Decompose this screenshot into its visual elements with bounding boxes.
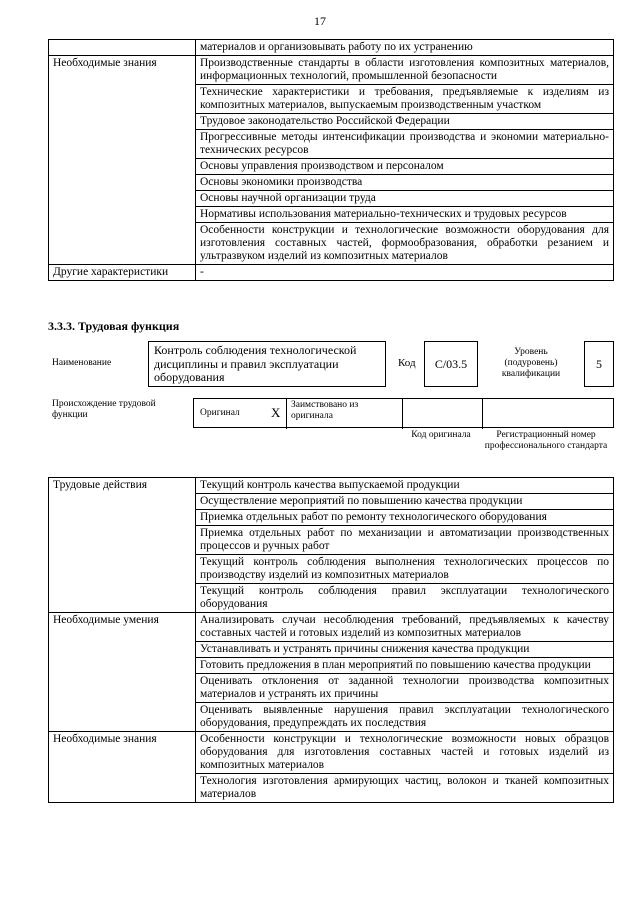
row-text: Устанавливать и устранять причины снижения качества продукции	[196, 642, 614, 658]
function-code-value: C/03.5	[434, 356, 468, 371]
row-text: материалов и организовывать работу по их устранению	[196, 40, 614, 56]
code-original-label: Код оригинала	[411, 430, 471, 440]
row-text: Особенности конструкции и технологические возможности оборудования для изготовления составных частей, формообразования, обработки резанием и ультразвуком изделий из композитных материалов	[196, 223, 614, 265]
row-label-other-characteristics: Другие характеристики	[49, 265, 196, 281]
original-label: Оригинал	[200, 408, 240, 418]
row-label-necessary-knowledge: Необходимые знания	[49, 56, 196, 265]
function-name-box: Контроль соблюдения технологической дисциплины и правил эксплуатации оборудования	[148, 341, 386, 387]
row-text: Особенности конструкции и технологические возможности новых образцов оборудования для изготовления составных частей и готовых изделий из композитных материалов	[196, 732, 614, 774]
table-row	[49, 56, 614, 85]
table-row	[49, 265, 614, 281]
row-text: Приемка отдельных работ по ремонту технологического оборудования	[196, 510, 614, 526]
row-text: Трудовое законодательство Российской Федерации	[196, 114, 614, 130]
function-code-box	[424, 341, 478, 387]
row-text: Прогрессивные методы интенсификации производства и экономии материально-технических ресурсов	[196, 130, 614, 159]
row-text: Оценивать отклонения от заданной технологии производства композитных материалов и устранять их причины	[196, 674, 614, 703]
section-title: 3.3.3. Трудовая функция	[48, 319, 180, 333]
table-row	[49, 40, 614, 56]
page-number: 17	[314, 14, 326, 28]
row-text: Технические характеристики и требования, предъявляемые к изделиям из композитных материалов, выпускаемым производственным участком	[196, 85, 614, 114]
code-label: Код	[398, 357, 416, 369]
level-label: Уровень (подуровень) квалификации	[501, 347, 561, 379]
row-text: Текущий контроль соблюдения выполнения технологических процессов по производству изделий из композитных материалов	[196, 555, 614, 584]
row-text: -	[196, 265, 614, 281]
original-mark: X	[271, 405, 281, 420]
row-text: Текущий контроль соблюдения правил эксплуатации технологического оборудования	[196, 584, 614, 613]
row-text: Оценивать выявленные нарушения правил эксплуатации технологического оборудования, предупреждать их последствия	[196, 703, 614, 732]
top-requirements-table	[48, 39, 614, 281]
row-text: Готовить предложения в план мероприятий по повышению качества продукции	[196, 658, 614, 674]
name-label: Наименование	[52, 358, 112, 368]
origin-label: Происхождение трудовой функции	[52, 399, 156, 420]
row-label	[49, 40, 196, 56]
row-text: Технология изготовления армирующих частиц, волокон и тканей композитных материалов	[196, 774, 614, 803]
labor-function-table	[48, 477, 614, 803]
level-value: 5	[596, 356, 602, 371]
row-label-labor-actions: Трудовые действия	[49, 478, 196, 613]
table-row	[49, 478, 614, 494]
level-box	[584, 341, 614, 387]
row-label-necessary-skills: Необходимые умения	[49, 613, 196, 732]
borrowed-cell	[286, 399, 402, 429]
row-label-necessary-knowledge: Необходимые знания	[49, 732, 196, 803]
table-row	[49, 732, 614, 774]
row-text: Основы экономики производства	[196, 175, 614, 191]
reg-number-cell	[482, 399, 615, 429]
origin-row	[193, 398, 614, 428]
row-text: Приемка отдельных работ по механизации и автоматизации производственных процессов и ручных работ	[196, 526, 614, 555]
table-row	[49, 613, 614, 642]
row-text: Текущий контроль качества выпускаемой продукции	[196, 478, 614, 494]
row-text: Анализировать случаи несоблюдения требований, предъявляемых к качеству составных частей и готовых изделий из композитных материалов	[196, 613, 614, 642]
borrowed-label: Заимствовано из оригинала	[291, 400, 359, 421]
code-original-cell	[402, 399, 482, 429]
row-text: Нормативы использования материально-технических и трудовых ресурсов	[196, 207, 614, 223]
row-text: Основы управления производством и персоналом	[196, 159, 614, 175]
row-text: Производственные стандарты в области изготовления композитных материалов, информационных технологий, промышленной безопасности	[196, 56, 614, 85]
row-text: Основы научной организации труда	[196, 191, 614, 207]
row-text: Осуществление мероприятий по повышению качества продукции	[196, 494, 614, 510]
reg-number-label: Регистрационный номер профессионального стандарта	[484, 430, 608, 451]
